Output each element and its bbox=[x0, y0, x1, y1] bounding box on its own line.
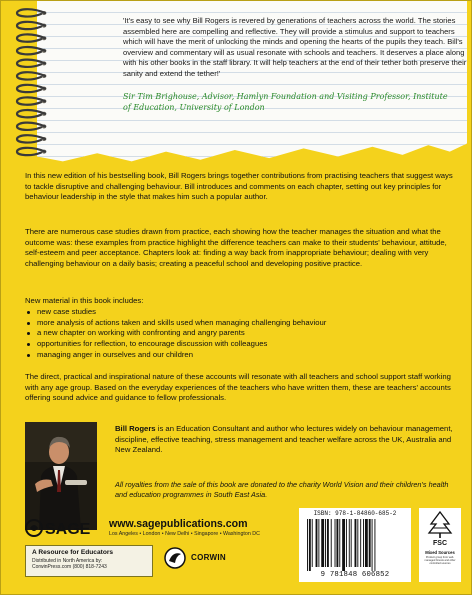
distributor-line: Distributed in North America by: bbox=[32, 558, 103, 564]
list-item: managing anger in ourselves and our children bbox=[25, 350, 455, 361]
royalties-note: All royalties from the sale of this book are donated to the charity World Vision and their children's health and education programmes in South East Asia. bbox=[115, 480, 449, 500]
sage-logo-icon bbox=[25, 518, 103, 538]
author-photo bbox=[25, 422, 97, 530]
list-item: a new chapter on working with confronting and angry parents bbox=[25, 328, 455, 339]
fsc-fine-print: Product group from well-managed forests and other controlled sources bbox=[424, 556, 456, 565]
isbn: ISBN: 978-1-84860-685-2 bbox=[313, 510, 397, 517]
publisher-url: www.sagepublications.com bbox=[109, 518, 248, 530]
fsc-badge bbox=[419, 508, 461, 582]
publisher-cities: Los Angeles • London • New Delhi • Singapore • Washington DC bbox=[109, 531, 260, 537]
new-material-heading: New material in this book includes: bbox=[25, 296, 144, 305]
list-item: opportunities for reflection, to encourage discussion with colleagues bbox=[25, 339, 455, 350]
distributor-box bbox=[25, 545, 153, 577]
description-paragraph-2: There are numerous case studies drawn from practice, each showing how the teacher manages the situation and what the outcome was: these examples from practice highlight the difference teachers can make to their students' behaviour, attitude, self-esteem and peer acceptance. Chapters look at: finding a way back from inappropriate behaviour; dealing with very challenging behaviour on a daily basis; creating a peaceful school and developing positive practice. bbox=[25, 227, 447, 269]
fsc-mixed-sources: Mixed Sources bbox=[425, 550, 455, 555]
fsc-label: FSC bbox=[433, 540, 447, 547]
distributor-title: A Resource for Educators bbox=[32, 549, 114, 556]
list-item: new case studies bbox=[25, 307, 455, 318]
author-bio bbox=[115, 424, 455, 456]
distributor-line: CorwinPress.com (800) 818-7243 bbox=[32, 564, 107, 571]
description-paragraph-3: The direct, practical and inspirational nature of these accounts will resonate with all teachers and school support staff working with any age group. Based on the everyday experiences of the teachers who have written them, these are teachers' accounts offering sound advice and guidance to fellow professionals. bbox=[25, 372, 451, 403]
distributor-details bbox=[32, 558, 107, 570]
endorsement-attribution: Sir Tim Brighouse, Advisor, Hamlyn Foundation and Visiting Professor, Institute of Education, University of London bbox=[123, 92, 448, 112]
author-bio-text: is an Education Consultant and author who lectures widely on behaviour management, discipline, effective teaching, stress management and teacher welfare across the UK, Australia and New Zealand. bbox=[115, 424, 453, 455]
new-material-list bbox=[25, 307, 455, 361]
author-photo-illustration bbox=[25, 422, 97, 530]
fsc-tree-icon bbox=[419, 508, 461, 540]
barcode bbox=[299, 508, 411, 582]
barcode-number: 9 781848 606852 bbox=[320, 571, 390, 579]
description-paragraph-1: In this new edition of his bestselling book, Bill Rogers brings together contributions from practising teachers that suggest ways to tackle disruptive and challenging behaviour. Bill introduces and comments on each chapter, setting out key principles for behaviour leadership in the style that makes him such a popular author. bbox=[25, 171, 453, 202]
corwin-wordmark: CORWIN bbox=[191, 553, 226, 562]
spiral-binding-icon bbox=[11, 1, 55, 166]
list-item: more analysis of actions taken and skills used when managing challenging behaviour bbox=[25, 318, 455, 329]
sage-logo-text: SAGE bbox=[45, 521, 91, 538]
endorsement-quote: 'It's easy to see why Bill Rogers is revered by generations of teachers across the world. The stories assembled here are compelling and reflective. They will provide a stimulus and support to teachers which will have the merit of unlocking the minds and opening the hearts of the pupils they teach. Bill's overview and commentary will as usual resonate with schools and teachers. It deserves a place along with his other books in the staff library. It will help teachers at the end of their tether both preserve their sanity and extend the tether!' bbox=[123, 16, 467, 78]
barcode-icon bbox=[305, 519, 405, 571]
notepad bbox=[11, 1, 467, 169]
author-name: Bill Rogers bbox=[115, 424, 156, 433]
